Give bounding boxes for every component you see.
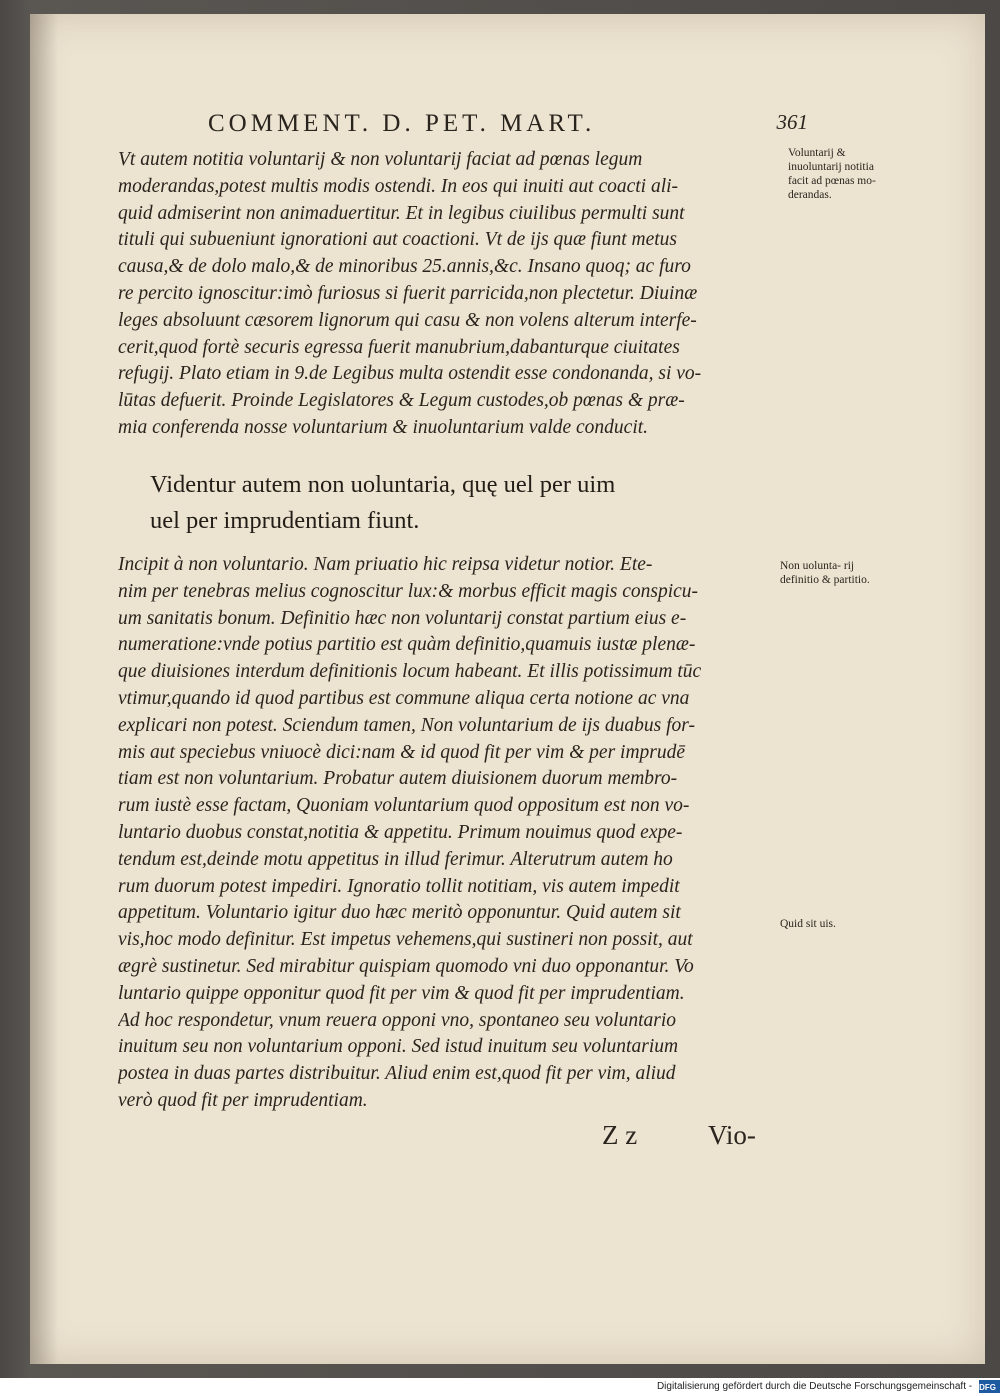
- text-line: cerit,quod fortè securis egressa fuerit manubrium,dabanturque ciuitates: [118, 336, 680, 358]
- section-heading: [150, 467, 790, 539]
- text-line: explicari non potest. Sciendum tamen, Non voluntarium de ijs duabus for-: [118, 714, 695, 736]
- heading-line: Videntur autem non uoluntaria, quę uel per uim: [150, 471, 616, 498]
- running-header: [208, 110, 808, 138]
- text-line: luntario quippe opponitur quod fit per vim & quod fit per imprudentiam.: [118, 982, 685, 1004]
- text-line: postea in duas partes distribuitur. Aliud enim est,quod fit per vim, aliud: [118, 1063, 676, 1085]
- page-number: 361: [776, 110, 808, 134]
- text-line: tendum est,deinde motu appetitus in illud ferimur. Alterutrum autem ho: [118, 848, 673, 870]
- text-line: rum duorum potest impediri. Ignoratio tollit notitiam, vis autem impedit: [118, 875, 680, 897]
- margin-note-vis: Quid sit uis.: [780, 918, 836, 930]
- text-line: um sanitatis bonum. Definitio hæc non voluntarij constat partium eius e-: [118, 607, 687, 629]
- text-line: que diuisiones interdum definitionis locum habeant. Et illis potissimum tūc: [118, 661, 702, 683]
- text-line: rum iustè esse factam, Quoniam voluntarium quod oppositum est non vo-: [118, 795, 690, 817]
- book-page: [30, 14, 985, 1364]
- text-line: inuitum seu non voluntarium opponi. Sed istud inuitum seu voluntarium: [118, 1036, 679, 1058]
- text-line: vtimur,quando id quod partibus est commune aliqua certa notione ac vna: [118, 687, 690, 709]
- text-line: luntario duobus constat,notitia & appetitu. Primum nouimus quod expe-: [118, 821, 683, 843]
- text-line: lūtas defuerit. Proinde Legislatores & Legum custodes,ob pœnas & præ-: [118, 390, 685, 412]
- text-line: Ad hoc respondetur, vnum reuera opponi vno, spontaneo seu voluntario: [118, 1009, 677, 1031]
- text-line: vis,hoc modo definitur. Est impetus vehemens,qui sustineri non possit, aut: [118, 929, 693, 951]
- text-line: mia conferenda nosse voluntarium & inuoluntarium valde conducit.: [118, 416, 649, 438]
- text-line: quid admiserint non animaduertitur. Et in legibus ciuilibus permulti sunt: [118, 202, 685, 224]
- paragraph-2: [118, 552, 778, 1115]
- text-line: refugij. Plato etiam in 9.de Legibus multa ostendit esse condonanda, si vo-: [118, 363, 702, 385]
- signature-mark: Z z: [602, 1120, 638, 1150]
- footer-bar: [0, 1378, 1000, 1396]
- text-line: Vt autem notitia voluntarij & non voluntarij faciat ad pœnas legum: [118, 149, 643, 170]
- text-line: mis aut speciebus vniuocè dici:nam & id quod fit per vim & per imprudē: [118, 741, 686, 763]
- running-title: COMMENT. D. PET. MART.: [208, 110, 596, 137]
- dfg-logo-icon: DFG: [979, 1380, 1000, 1393]
- page-edge-shadow: [30, 14, 58, 1364]
- text-line: Incipit à non voluntario. Nam priuatio hic reipsa videtur notior. Ete-: [118, 554, 653, 575]
- paragraph-1: [118, 147, 778, 442]
- text-line: leges absoluunt cæsorem lignorum qui casu & non volens alterum interfe-: [118, 309, 697, 331]
- text-line: nim per tenebras melius cognoscitur lux:& morbus efficit magis conspicu-: [118, 580, 699, 602]
- text-line: verò quod fit per imprudentiam.: [118, 1089, 368, 1111]
- text-line: causa,& de dolo malo,& de minoribus 25.annis,&c. Insano quoq; ac furo: [118, 256, 691, 278]
- text-line: re percito ignoscitur:imò furiosus si fuerit parricida,non plectetur. Diuinæ: [118, 282, 698, 304]
- text-line: moderandas,potest multis modis ostendi. In eos qui inuiti aut coacti ali-: [118, 175, 679, 197]
- margin-note-voluntary: Voluntarij & inuoluntarij notitia facit ad pœnas mo- derandas.: [788, 147, 876, 201]
- text-line: ægrè sustinetur. Sed mirabitur quispiam quomodo vni duo opponantur. Vo: [118, 955, 694, 977]
- text-line: numeratione:vnde potius partitio est quàm definitio,quamuis iustæ plenæ-: [118, 634, 696, 656]
- text-line: tituli qui subueniunt ignorationi aut coactioni. Vt de ijs quæ fiunt metus: [118, 229, 677, 251]
- footer-credit: Digitalisierung gefördert durch die Deutsche Forschungsgemeinschaft -: [656, 1381, 973, 1392]
- catchword: Vio-: [708, 1120, 756, 1150]
- text-line: appetitum. Voluntario igitur duo hæc meritò opponuntur. Quid autem sit: [118, 902, 681, 924]
- margin-note-definition: Non uolunta- rij definitio & partitio.: [780, 560, 870, 586]
- text-line: tiam est non voluntarium. Probatur autem diuisionem duorum membro-: [118, 768, 678, 790]
- heading-line: uel per imprudentiam fiunt.: [150, 507, 420, 534]
